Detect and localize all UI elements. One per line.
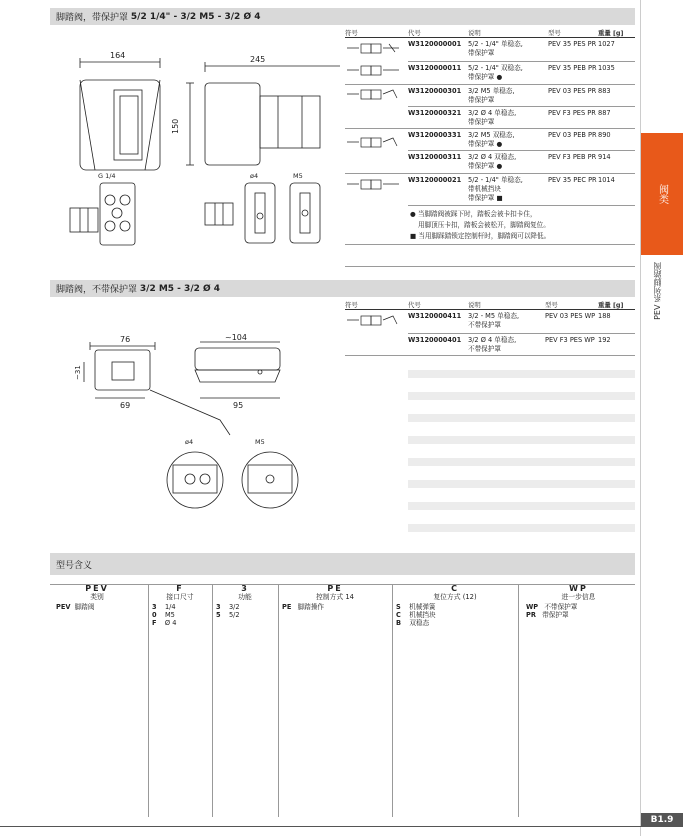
empty-row [408, 524, 635, 532]
code-key: 5 [216, 611, 221, 619]
t1-r4-desc2: 带保护罩 [468, 118, 495, 126]
t2-r1-model: PEV 03 PES WP [545, 312, 596, 320]
note-1: ● 当脚踏阀被踩下时，踏板会被卡扣卡住， [410, 210, 537, 218]
t1-r5-model: PEV 03 PEB PR [548, 131, 597, 139]
code-val: 脚踏阀 [74, 603, 95, 611]
series-label: PEV 系列脚踏阀 [653, 262, 662, 320]
empty-row [408, 502, 635, 510]
t1-r4-desc1: 3/2 Ø 4 单稳态, [468, 109, 517, 117]
code-col-reset [394, 585, 516, 627]
t1-r4-code: W3120000321 [408, 109, 462, 117]
t2-hdr-weight: 重量 [g] [598, 301, 624, 309]
dim-95: 95 [233, 401, 244, 410]
dim-31: ~31 [74, 365, 82, 380]
t1-rule-3 [408, 106, 635, 107]
t2-hdr-model: 型号 [545, 301, 558, 309]
section1-title-bar [50, 8, 635, 25]
code-divider [518, 585, 519, 817]
t1-hdr-symbol: 符号 [345, 29, 358, 37]
dim-245: 245 [250, 55, 266, 64]
section2-title-bar [50, 280, 635, 297]
t2-header-rule [345, 309, 635, 310]
code-key: PEV [56, 603, 71, 611]
code-divider [212, 585, 213, 817]
code-key: F [152, 619, 157, 627]
t1-r2-code: W3120000011 [408, 64, 462, 72]
empty-row [408, 458, 635, 466]
t1-r6-desc1: 3/2 Ø 4 双稳态, [468, 153, 517, 161]
t1-hdr-model: 型号 [548, 29, 561, 37]
t1-rule-7 [408, 205, 635, 206]
section3-title-bar [50, 553, 635, 575]
t1-rule-2 [345, 84, 635, 85]
code-head: PE [327, 584, 343, 593]
t1-symbols-svg [343, 40, 405, 200]
label-o4-1: ø4 [250, 172, 259, 180]
t1-r6-desc2: 带保护罩 ● [468, 162, 503, 170]
code-col-port [150, 585, 210, 627]
section1-title-cn: 脚踏阀，带保护罩 [56, 13, 129, 23]
t1-hdr-desc: 说明 [468, 29, 481, 37]
drawing2-svg [50, 300, 340, 530]
code-key: 3 [152, 603, 157, 611]
code-val: 1/4 [164, 603, 176, 611]
label-o4-2: ø4 [185, 438, 194, 446]
t1-r7-desc1: 5/2 - 1/4" 单稳态, [468, 176, 523, 184]
t1-r4-weight: 887 [598, 109, 611, 117]
dim-69: 69 [120, 401, 131, 410]
section2-title-cn: 脚踏阀，不带保护罩 [56, 285, 138, 295]
t1-rule-4 [345, 128, 635, 129]
t1-r1-code: W3120000001 [408, 40, 462, 48]
code-key: 3 [216, 603, 221, 611]
code-head: 3 [241, 584, 249, 593]
t2-hdr-symbol: 符号 [345, 301, 358, 309]
dim-164: 164 [110, 51, 126, 60]
code-val: 机械弹簧 [409, 603, 436, 611]
empty-row [408, 392, 635, 400]
t1-rule-6 [345, 173, 635, 174]
code-key: S [396, 603, 401, 611]
t1-hdr-weight: 重量 [g] [598, 29, 624, 37]
t2-rule-2 [345, 355, 635, 356]
footer-rule [0, 826, 683, 827]
code-val: 3/2 [228, 603, 240, 611]
code-val: M5 [164, 611, 175, 619]
page-number: B1.9 [641, 813, 683, 827]
code-val: 双稳态 [409, 619, 430, 627]
t1-header-rule [345, 37, 635, 38]
t1-r3-desc1: 3/2 M5 单稳态, [468, 87, 515, 95]
dim-150: 150 [171, 118, 180, 134]
code-col-function [214, 585, 276, 619]
section2-title-spec: 3/2 M5 - 3/2 Ø 4 [139, 283, 221, 294]
label-m5-1: M5 [293, 172, 303, 180]
dim-104: ~104 [225, 333, 247, 342]
t1-rule-1 [408, 61, 635, 62]
t2-r2-weight: 192 [598, 336, 611, 344]
t1-r3-code: W3120000301 [408, 87, 462, 95]
t1-r7-model: PEV 35 PEC PR [548, 176, 597, 184]
code-val: 机械挡块 [409, 611, 436, 619]
code-sub: 进一步信息 [561, 593, 596, 601]
code-key: PE [282, 603, 292, 611]
code-sub: 功能 [238, 593, 252, 601]
code-key: B [396, 619, 402, 627]
t2-r2-desc1: 3/2 Ø 4 单稳态, [468, 336, 517, 344]
note-3: ■ 当用脚踩踏锁定控制杆时，脚踏阀可以降低。 [410, 232, 551, 240]
t2-symbol-svg [343, 311, 405, 331]
code-head: WP [569, 584, 588, 593]
t1-r3-desc2: 带保护罩 [468, 96, 495, 104]
section-tab-label: 阀类 [656, 184, 668, 204]
t2-hdr-desc: 说明 [468, 301, 481, 309]
t1-r1-model: PEV 35 PES PR [548, 40, 597, 48]
code-key: 0 [152, 611, 157, 619]
code-divider [148, 585, 149, 817]
code-val: 不带保护罩 [544, 603, 578, 611]
t1-r5-desc1: 3/2 M5 双稳态, [468, 131, 515, 139]
code-val: Ø 4 [164, 619, 177, 627]
t2-r1-code: W3120000411 [408, 312, 462, 320]
t1-r2-desc1: 5/2 - 1/4" 双稳态, [468, 64, 523, 72]
code-sub: 接口尺寸 [166, 593, 194, 601]
t2-r1-desc1: 3/2 - M5 单稳态, [468, 312, 520, 320]
t2-r2-code: W3120000401 [408, 336, 462, 344]
t2-r2-model: PEV F3 PES WP [545, 336, 595, 344]
empty-row [408, 436, 635, 444]
t1-r1-desc2: 带保护罩 [468, 49, 495, 57]
code-divider [392, 585, 393, 817]
t1-r1-weight: 1027 [598, 40, 615, 48]
empty-row [408, 370, 635, 378]
t2-r2-desc2: 不带保护罩 [468, 345, 501, 353]
t1-r4-model: PEV F3 PES PR [548, 109, 596, 117]
t2-r1-desc2: 不带保护罩 [468, 321, 501, 329]
code-key: WP [526, 603, 539, 611]
empty-row [408, 414, 635, 422]
code-col-info [522, 585, 635, 619]
t1-r3-weight: 883 [598, 87, 611, 95]
t2-r1-weight: 188 [598, 312, 611, 320]
t1-rule-5 [408, 150, 635, 151]
drawing1-svg [50, 28, 340, 268]
t1-r2-model: PEV 35 PEB PR [548, 64, 597, 72]
empty-row [408, 480, 635, 488]
t2-hdr-code: 代号 [408, 301, 421, 309]
t2-rule-1 [408, 333, 635, 334]
code-key: C [396, 611, 401, 619]
label-m5-2: M5 [255, 438, 265, 446]
t1-r1-desc1: 5/2 - 1/4" 单稳态, [468, 40, 523, 48]
code-col-control [280, 585, 390, 611]
t1-r7-desc2: 带机械挡块 [468, 185, 501, 193]
dim-76: 76 [120, 335, 131, 344]
code-head: PEV [85, 584, 109, 593]
code-val: 5/2 [228, 611, 240, 619]
code-sub: 类别 [90, 593, 104, 601]
t1-hdr-code: 代号 [408, 29, 421, 37]
t1-r5-code: W3120000331 [408, 131, 462, 139]
t1-rule-9 [345, 266, 635, 267]
t1-r7-desc3: 带保护罩 ■ [468, 194, 503, 202]
t1-r2-weight: 1035 [598, 64, 615, 72]
code-head: F [176, 584, 184, 593]
section1-title-spec: 5/2 1/4" - 3/2 M5 - 3/2 Ø 4 [130, 11, 261, 22]
code-divider [278, 585, 279, 817]
code-val: 带保护罩 [542, 611, 569, 619]
t1-r6-weight: 914 [598, 153, 611, 161]
label-g14: G 1/4 [98, 172, 116, 180]
code-val: 脚踏操作 [297, 603, 325, 611]
t1-r7-weight: 1014 [598, 176, 615, 184]
section3-title-cn: 型号含义 [56, 560, 93, 571]
t1-r5-desc2: 带保护罩 ● [468, 140, 503, 148]
t1-r3-model: PEV 03 PES PR [548, 87, 597, 95]
code-head: C [451, 584, 459, 593]
code-key: PR [526, 611, 536, 619]
t1-r6-code: W3120000311 [408, 153, 462, 161]
code-sub: 复位方式 (12) [433, 593, 477, 601]
t1-rule-8 [345, 244, 635, 245]
t1-r6-model: PEV F3 PEB PR [548, 153, 597, 161]
t1-r2-desc2: 带保护罩 ● [468, 73, 503, 81]
t1-r7-code: W3120000021 [408, 176, 462, 184]
margin-line [640, 0, 641, 836]
t1-r5-weight: 890 [598, 131, 611, 139]
code-sub: 控制方式 14 [316, 593, 354, 601]
note-2: 用脚顶压卡扣，踏板会被松开，脚踏阀复位。 [418, 221, 550, 229]
code-col-pev [50, 585, 144, 611]
